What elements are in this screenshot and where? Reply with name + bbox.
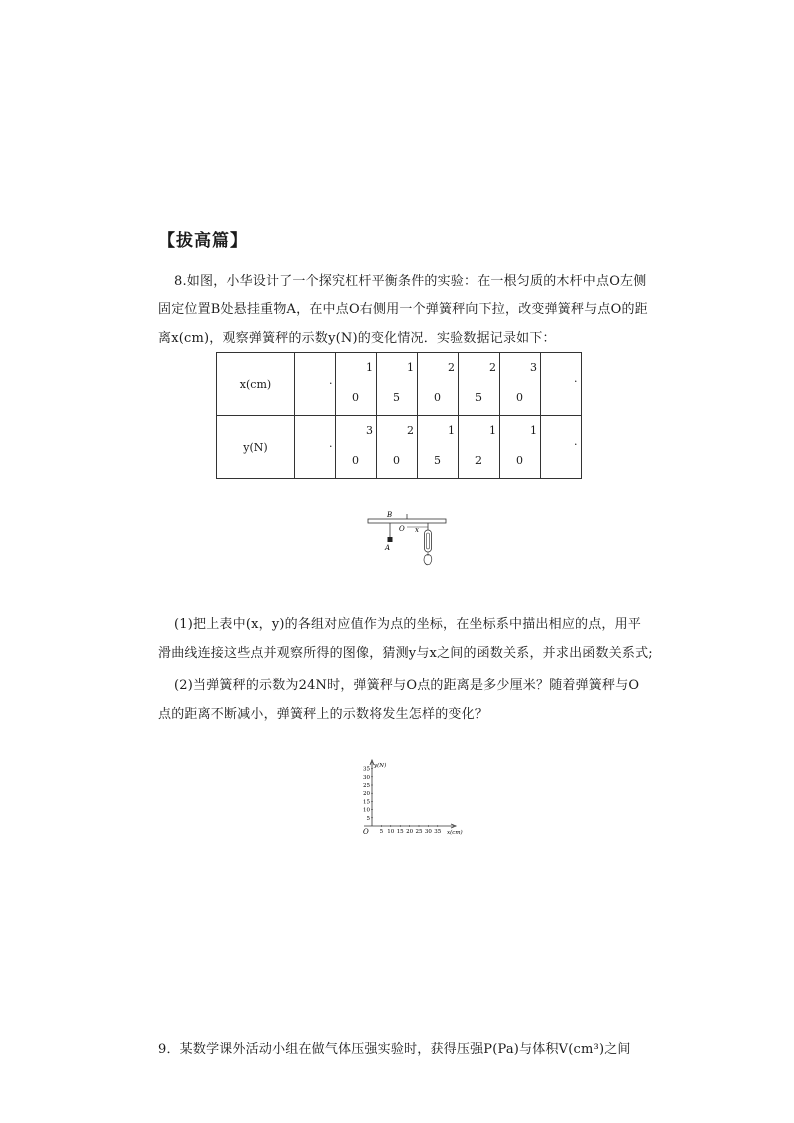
question-1-line-2: 滑曲线连接这些点并观察所得的图像，猜测y与x之间的函数关系，并求出函数关系式; [158, 646, 653, 661]
question-1-line-1: (1)把上表中(x，y)的各组对应值作为点的坐标，在坐标系中描出相应的点，用平 [174, 617, 642, 632]
table-cell: 3 0 [336, 416, 377, 479]
table-row-x [217, 353, 582, 416]
table-cell: 2 0 [418, 353, 459, 416]
x-axis-label: x(cm) [447, 830, 463, 836]
coordinate-axes [344, 758, 466, 838]
problem-8-line-2: 固定位置B处悬挂重物A，在中点O右侧用一个弹簧秤向下拉，改变弹簧秤与点O的距 [158, 302, 648, 317]
y-tick-label: 10 [363, 807, 370, 814]
table-cell: 1 5 [377, 353, 418, 416]
table-cell: · [541, 416, 582, 479]
y-tick-label: 15 [363, 799, 370, 806]
problem-9-line-1: 9．某数学课外活动小组在做气体压强实验时，获得压强P(Pa)与体积V(cm³)之间 [158, 1042, 631, 1057]
label-A: A [385, 544, 391, 552]
lever-bar [368, 519, 446, 523]
lever-figure [366, 508, 450, 572]
y-tick-label: 20 [363, 791, 370, 798]
y-tick-label: 5 [366, 815, 370, 822]
weight-A [388, 537, 393, 542]
table-cell: 1 2 [459, 416, 500, 479]
table-cell: 1 0 [500, 416, 541, 479]
table-cell: 1 5 [418, 416, 459, 479]
question-2-line-2: 点的距离不断减小，弹簧秤上的示数将发生怎样的变化？ [158, 707, 489, 722]
origin-label: O [363, 828, 369, 836]
question-2-line-1: (2)当弹簧秤的示数为24N时，弹簧秤与O点的距离是多少厘米？随着弹簧秤与O [174, 678, 640, 693]
problem-8-line-3: 离x(cm)，观察弹簧秤的示数y(N)的变化情况．实验数据记录如下： [158, 331, 556, 346]
x-tick-label: 35 [434, 829, 442, 835]
y-tick-label: 30 [363, 774, 370, 781]
label-O: O [399, 525, 405, 533]
x-tick-label: 30 [424, 829, 432, 835]
label-B: B [387, 511, 393, 519]
table-row-y [217, 416, 582, 479]
section-title: 【拔高篇】 [158, 231, 248, 251]
y-tick-label: 25 [363, 783, 370, 789]
x-tick-label: 25 [415, 829, 423, 835]
hand-icon [424, 555, 432, 565]
table-cell: 3 0 [500, 353, 541, 416]
y-tick-label: 35 [363, 766, 370, 773]
x-tick-label: 15 [396, 829, 404, 835]
problem-8-line-1: 8.如图，小华设计了一个探究杠杆平衡条件的实验：在一根匀质的木杆中点O左侧 [174, 274, 647, 289]
table-cell: · [295, 353, 336, 416]
header-y: y(N) [217, 416, 295, 479]
x-tick-label: 5 [379, 829, 384, 835]
table-cell: 1 0 [336, 353, 377, 416]
header-x: x(cm) [217, 353, 295, 416]
y-axis-label: y(N) [374, 763, 387, 769]
x-tick-label: 10 [387, 829, 395, 835]
x-tick-group [380, 825, 442, 835]
table-cell: · [295, 416, 336, 479]
table-cell: · [541, 353, 582, 416]
table-cell: 2 5 [459, 353, 500, 416]
data-table [216, 352, 582, 479]
table-cell: 2 0 [377, 416, 418, 479]
label-x: x [415, 526, 419, 534]
y-tick-group [363, 767, 373, 822]
x-tick-label: 20 [406, 829, 414, 835]
